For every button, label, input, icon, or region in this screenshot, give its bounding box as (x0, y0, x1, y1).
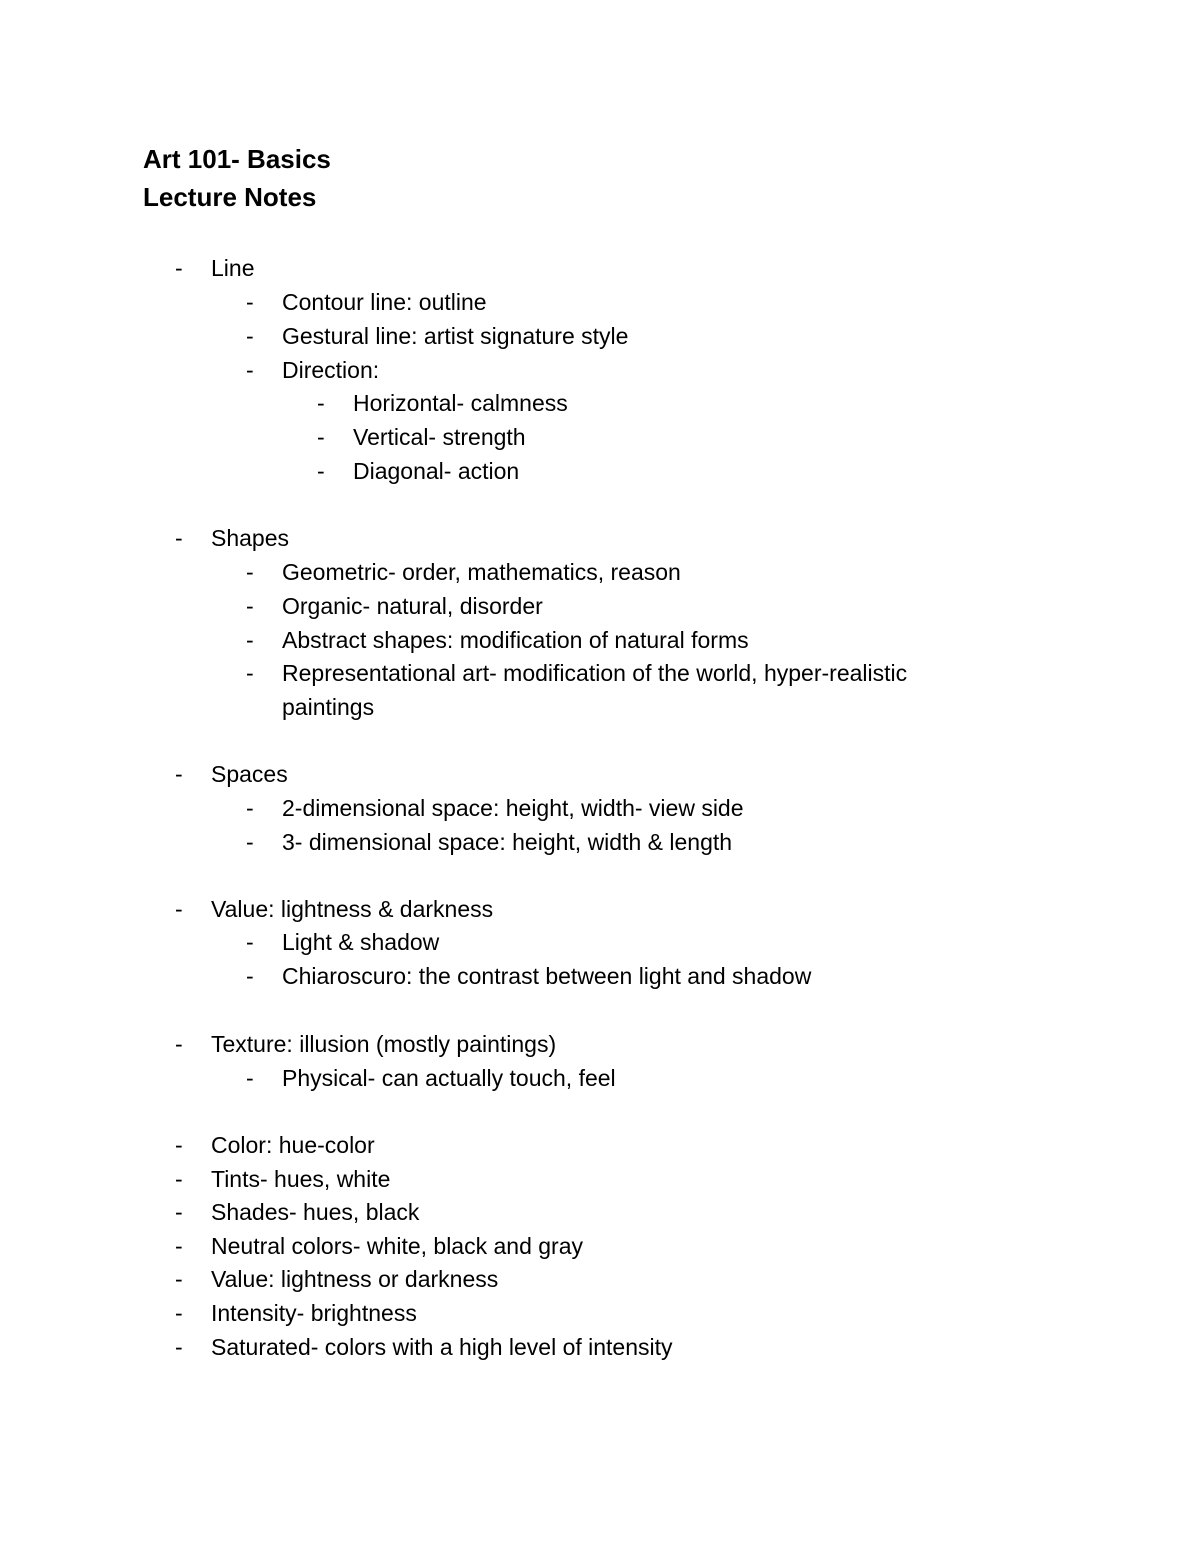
bullet-dash: - (317, 424, 325, 450)
list-item-text: Shapes (211, 525, 290, 551)
bullet-dash: - (175, 1031, 183, 1057)
bullet-dash: - (175, 1300, 183, 1326)
document-subtitle: Lecture Notes (143, 182, 317, 212)
list-item-text: Light & shadow (282, 929, 440, 955)
list-item-text: Vertical- strength (353, 424, 526, 450)
document-title: Art 101- Basics (143, 144, 331, 174)
list-item-text: 2-dimensional space: height, width- view side (282, 795, 744, 821)
list-item-text: Representational art- modification of the world, hyper-realistic (282, 660, 908, 686)
list-item-text: Gestural line: artist signature style (282, 323, 629, 349)
list-item-text: Intensity- brightness (211, 1300, 417, 1326)
bullet-dash: - (175, 1132, 183, 1158)
list-item-text: Diagonal- action (353, 458, 520, 484)
list-item-text: Value: lightness & darkness (211, 896, 494, 922)
bullet-dash: - (246, 357, 254, 383)
list-item-text: Shades- hues, black (211, 1199, 420, 1225)
bullet-dash: - (246, 963, 254, 989)
list-item-text: Contour line: outline (282, 289, 487, 315)
bullet-dash: - (175, 761, 183, 787)
list-item-text: Horizontal- calmness (353, 390, 568, 416)
bullet-dash: - (246, 795, 254, 821)
bullet-dash: - (175, 1233, 183, 1259)
bullet-dash: - (317, 458, 325, 484)
bullet-dash: - (246, 1065, 254, 1091)
list-item-text: Geometric- order, mathematics, reason (282, 559, 681, 585)
bullet-dash: - (317, 390, 325, 416)
list-item-text: Direction: (282, 357, 380, 383)
list-item-text: Texture: illusion (mostly paintings) (211, 1031, 557, 1057)
bullet-dash: - (246, 323, 254, 349)
list-item-text: Value: lightness or darkness (211, 1266, 499, 1292)
list-item-text: Organic- natural, disorder (282, 593, 543, 619)
list-item-text: Tints- hues, white (211, 1166, 391, 1192)
bullet-dash: - (175, 896, 183, 922)
bullet-dash: - (246, 660, 254, 686)
bullet-dash: - (175, 255, 183, 281)
bullet-dash: - (246, 559, 254, 585)
bullet-dash: - (175, 1199, 183, 1225)
bullet-dash: - (246, 593, 254, 619)
bullet-dash: - (175, 1266, 183, 1292)
list-item-continuation: paintings (282, 694, 375, 720)
bullet-dash: - (175, 1166, 183, 1192)
list-item-text: Line (211, 255, 255, 281)
bullet-dash: - (246, 627, 254, 653)
list-item-text: Abstract shapes: modification of natural forms (282, 627, 749, 653)
bullet-dash: - (246, 289, 254, 315)
list-item-text: Saturated- colors with a high level of intensity (211, 1334, 673, 1360)
bullet-dash: - (246, 829, 254, 855)
list-item-text: Chiaroscuro: the contrast between light and shadow (282, 963, 812, 989)
list-item-text: Neutral colors- white, black and gray (211, 1233, 583, 1259)
list-item-text: Physical- can actually touch, feel (282, 1065, 616, 1091)
bullet-dash: - (175, 1334, 183, 1360)
list-item-text: 3- dimensional space: height, width & length (282, 829, 733, 855)
bullet-dash: - (246, 929, 254, 955)
bullet-dash: - (175, 525, 183, 551)
list-item-text: Color: hue-color (211, 1132, 375, 1158)
list-item-text: Spaces (211, 761, 288, 787)
